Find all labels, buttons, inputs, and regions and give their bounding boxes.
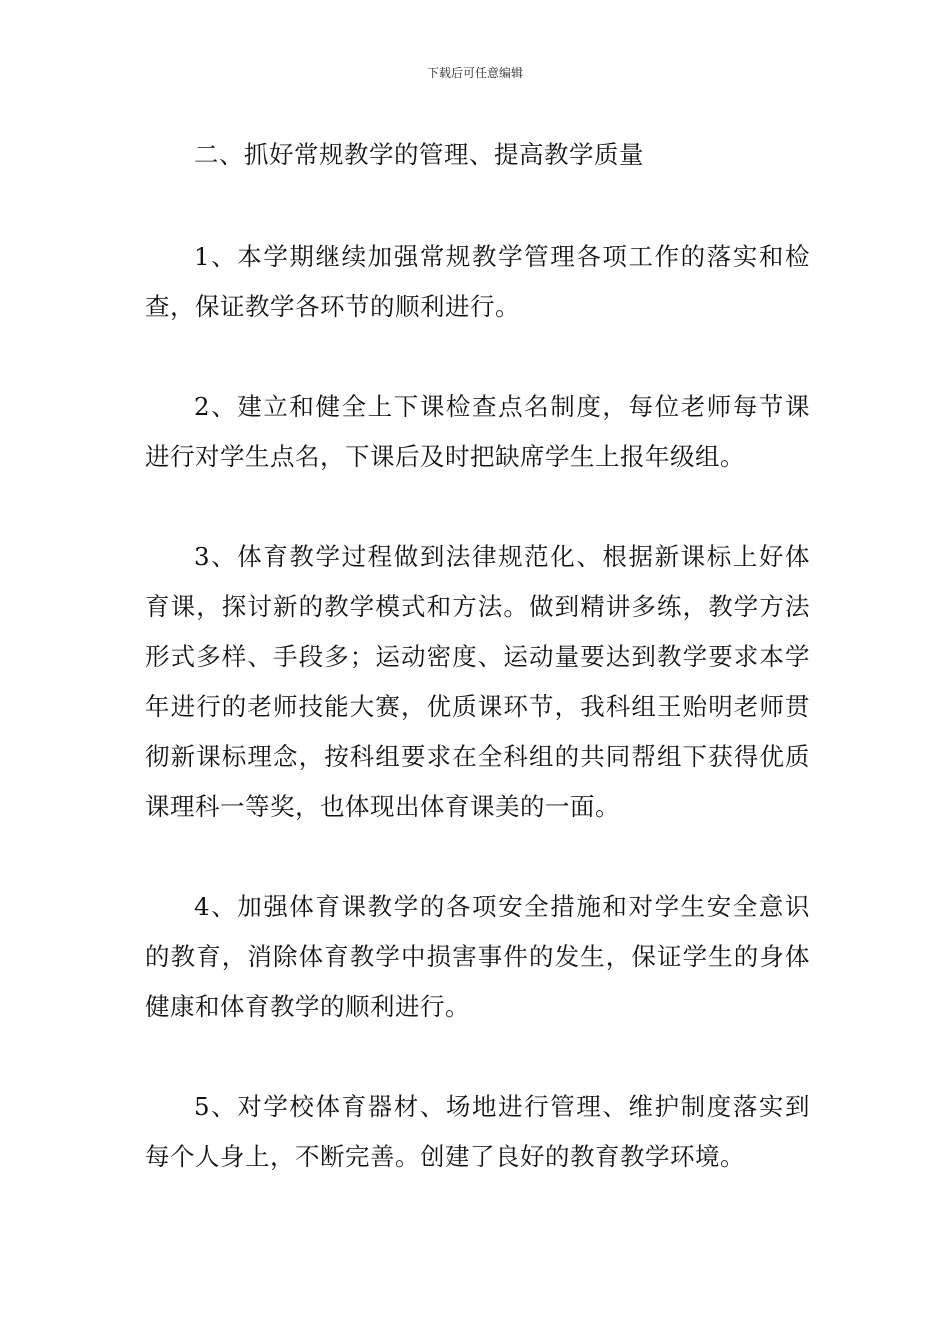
- section-heading: 二、抓好常规教学的管理、提高教学质量: [194, 140, 644, 169]
- paragraph-1: 1、本学期继续加强常规教学管理各项工作的落实和检查，保证教学各环节的顺利进行。: [145, 242, 810, 321]
- document-body: [145, 130, 810, 1182]
- spacer: [145, 482, 810, 532]
- paragraph-4: 4、加强体育课教学的各项安全措施和对学生安全意识的教育，消除体育教学中损害事件的发生，保证学生的身体健康和体育教学的顺利进行。: [145, 892, 810, 1021]
- spacer: [145, 180, 810, 232]
- paragraph-2: 2、建立和健全上下课检查点名制度，每位老师每节课进行对学生点名，下课后及时把缺席学生上报年级组。: [145, 392, 810, 471]
- spacer: [145, 332, 810, 382]
- spacer: [145, 1032, 810, 1082]
- page-header-note: 下载后可任意编辑: [426, 66, 523, 80]
- paragraph-5: 5、对学校体育器材、场地进行管理、维护制度落实到每个人身上，不断完善。创建了良好的教育教学环境。: [145, 1092, 810, 1171]
- spacer: [145, 832, 810, 882]
- paragraph-3: 3、体育教学过程做到法律规范化、根据新课标上好体育课，探讨新的教学模式和方法。做到精讲多练，教学方法形式多样、手段多；运动密度、运动量要达到教学要求本学年进行的老师技能大赛，优质课环节，我科组王贻明老师贯彻新课标理念，按科组要求在全科组的共同帮组下获得优质课理科一等奖，也体现出体育课美的一面。: [145, 542, 810, 821]
